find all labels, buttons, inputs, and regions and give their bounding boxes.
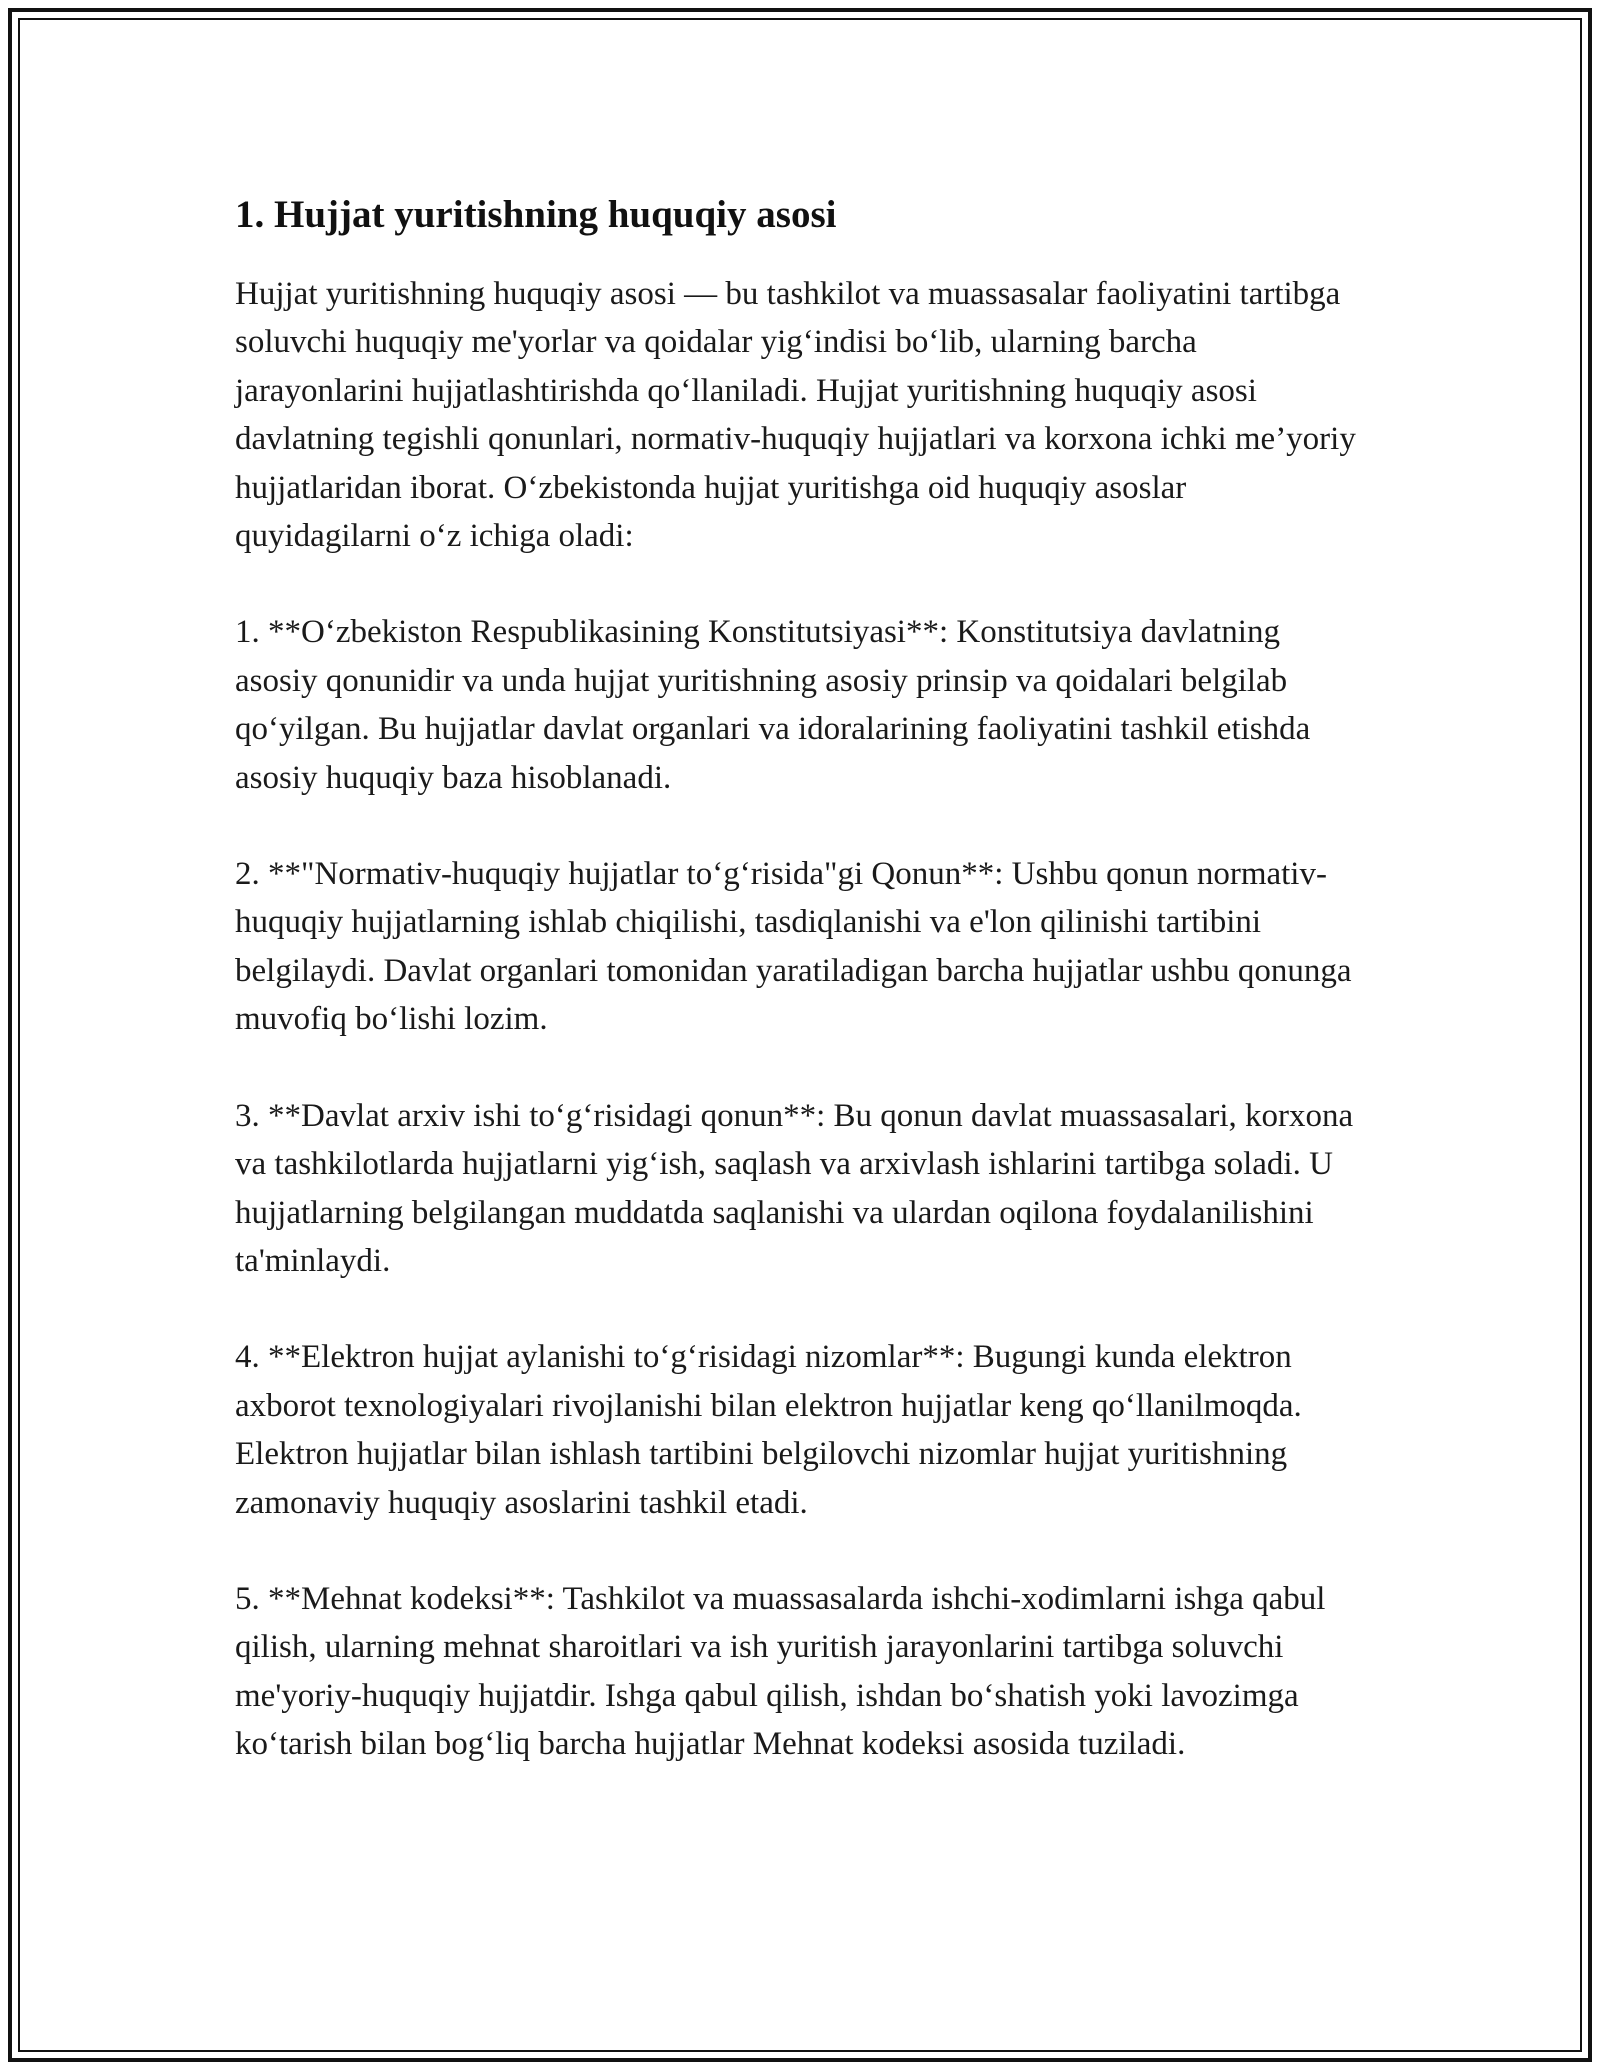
list-item-labor-code: 5. **Mehnat kodeksi**: Tashkilot va muassasalarda ishchi-xodimlarni ishga qabul qilish, ularning mehnat sharoitlari va ish yuritish jarayonlarini tartibga soluvchi me'yoriy-huquqiy hujjatdir. Ishga qabul qilish, ishdan bo‘shatish yoki lavozimga ko‘tarish bilan bog‘liq barcha hujjatlar Mehnat kodeksi asosida tuziladi. [235,1580,1326,1763]
list-item-normative-acts-law: 2. **"Normativ-huquqiy hujjatlar to‘g‘risida"gi Qonun**: Ushbu qonun normativ-huquqiy hujjatlarning ishlab chiqilishi, tasdiqlanishi va e'lon qilinishi tartibini belgilaydi. Davlat organlari tomonidan yaratiladigan barcha hujjatlar ushbu qonunga muvofiq bo‘lishi lozim. [235,856,1352,1038]
list-item-constitution: 1. **O‘zbekiston Respublikasining Konstitutsiyasi**: Konstitutsiya davlatning asosiy qonunidir va unda hujjat yuritishning asosiy prinsip va qoidalari belgilab qo‘yilgan. Bu hujjatlar davlat organlari va idoralarining faoliyatini tashkil etishda asosiy huquqiy baza hisoblanadi. [235,614,1311,796]
intro-paragraph: Hujjat yuritishning huquqiy asosi — bu tashkilot va muassasalar faoliyatini tartibga soluvchi huquqiy me'yorlar va qoidalar yig‘indisi bo‘lib, ularning barcha jarayonlarini hujjatlashtirishda qo‘llaniladi. Hujjat yuritishning huquqiy asosi davlatning tegishli qonunlari, normativ-huquqiy hujjatlari va korxona ichki me’yoriy hujjatlaridan iborat. O‘zbekistonda hujjat yuritishga oid huquqiy asoslar quyidagilarni o‘z ichiga oladi: [235,276,1356,555]
section-heading: 1. Hujjat yuritishning huquqiy asosi [235,193,837,236]
document-body [235,186,1365,1817]
list-item-archive-law: 3. **Davlat arxiv ishi to‘g‘risidagi qonun**: Bu qonun davlat muassasalari, korxona va tashkilotlarda hujjatlarni yig‘ish, saqlash va arxivlash ishlarini tartibga soladi. U hujjatlarning belgilangan muddatda saqlanishi va ulardan oqilona foydalanilishini ta'minlaydi. [235,1097,1354,1279]
list-item-electronic-documents: 4. **Elektron hujjat aylanishi to‘g‘risidagi nizomlar**: Bugungi kunda elektron axborot texnologiyalari rivojlanishi bilan elektron hujjatlar keng qo‘llanilmoqda. Elektron hujjatlar bilan ishlash tartibini belgilovchi nizomlar hujjat yuritishning zamonaviy huquqiy asoslarini tashkil etadi. [235,1339,1302,1521]
